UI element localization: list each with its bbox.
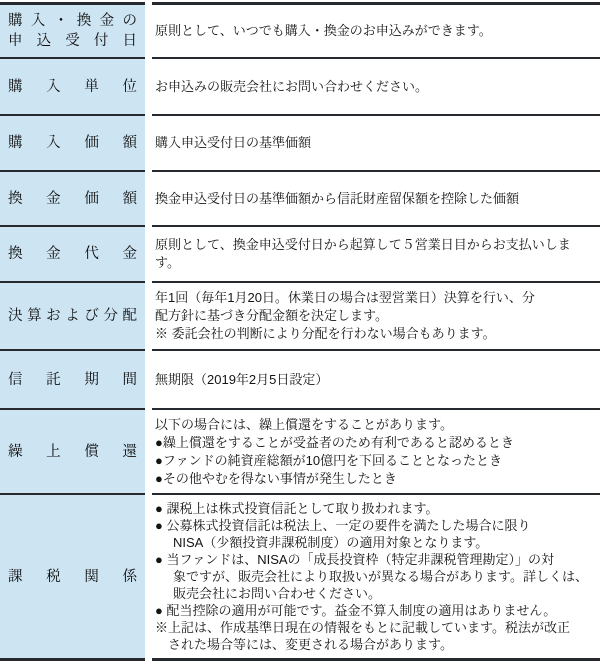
column-gap [145, 493, 152, 661]
content-line: お申込みの販売会社にお問い合わせください。 [155, 78, 429, 94]
row-content [152, 493, 600, 661]
row-content [152, 114, 600, 170]
row-label-text: 決算および分配 [8, 308, 137, 324]
column-gap [145, 408, 152, 493]
row-label [0, 408, 145, 493]
column-gap [145, 57, 152, 114]
content-bullet-line: ● 公募株式投資信託は税法上、一定の要件を満たした場合に限り [155, 518, 531, 533]
row-label-text: 購入価額 [8, 135, 137, 151]
content-bullet-line: ● 課税上は株式投資信託として取り扱われます。 [155, 501, 439, 516]
content-bullet-line: ● 配当控除の適用が可能です。益金不算入制度の適用はありません。 [155, 603, 557, 618]
column-gap [145, 2, 152, 57]
content-continuation-line: 象ですが、販売会社により取扱いが異なる場合があります。詳しくは、 [173, 569, 588, 584]
content-note-line: ※上記は、作成基準日現在の情報をもとに記載しています。税法が改正 [155, 620, 570, 635]
row-content [152, 349, 600, 408]
row-label-text: 換金代金 [8, 246, 137, 262]
content-line: 無期限（2019年2月5日設定） [155, 371, 329, 387]
row-content [152, 170, 600, 225]
row-content [152, 408, 600, 493]
content-line: 原則として、いつでも購入・換金のお申込みができます。 [155, 23, 492, 38]
column-gap [145, 225, 152, 281]
row-label-text: 換金価額 [8, 190, 137, 207]
table-row-purchase-price [0, 114, 600, 170]
row-label [0, 225, 145, 281]
row-content [152, 57, 600, 114]
table-row-redemption-price [0, 170, 600, 225]
row-label-text: 購入単位 [8, 78, 137, 95]
content-line: 換金申込受付日の基準価額から信託財産留保額を控除した価額 [155, 190, 520, 206]
content-line: 以下の場合には、繰上償還をすることがあります。 [155, 416, 453, 432]
row-label [0, 114, 145, 170]
row-label-text: 課税関係 [8, 568, 137, 585]
content-continuation-line: された場合等には、変更される場合があります。 [168, 637, 453, 652]
row-content [152, 2, 600, 57]
table-row-early-redemption [0, 408, 600, 493]
table-row-purchase-unit [0, 57, 600, 114]
row-label [0, 2, 145, 57]
table-row-trust-period [0, 349, 600, 408]
table-row-redemption-proceeds [0, 225, 600, 281]
content-continuation-line: NISA（少額投資非課税制度）の適用対象となります。 [173, 535, 489, 550]
row-label [0, 493, 145, 661]
column-gap [145, 170, 152, 225]
content-continuation-line: 販売会社にお問い合わせください。 [173, 586, 382, 601]
content-bullet-line: ●繰上償還をすることが受益者のため有利であると認めるとき [155, 434, 514, 450]
content-line: 原則として、換金申込受付日から起算して５営業日目からお支払いします。 [155, 237, 571, 270]
table-row-application-date [0, 2, 600, 57]
content-line: 年1回（毎年1月20日。休業日の場合は翌営業日）決算を行い、分 [155, 290, 535, 305]
row-label [0, 57, 145, 114]
row-content [152, 225, 600, 281]
row-content [152, 281, 600, 349]
column-gap [145, 114, 152, 170]
row-label [0, 349, 145, 408]
content-line: 配方針に基づき分配金額を決定します。 [155, 308, 388, 323]
row-label-text: 信託期間 [8, 371, 137, 388]
row-label-text: 繰上償還 [8, 443, 137, 460]
row-label-text: 購入・換金の [8, 13, 137, 29]
row-label-text: 申込受付日 [8, 33, 137, 49]
row-label [0, 281, 145, 349]
column-gap [145, 281, 152, 349]
content-bullet-line: ●ファンドの純資産総額が10億円を下回ることとなったとき [155, 452, 503, 468]
column-gap [145, 349, 152, 408]
row-label [0, 170, 145, 225]
table-row-settlement-distribution [0, 281, 600, 349]
content-note-line: ※ 委託会社の判断により分配を行わない場合もあります。 [155, 326, 496, 341]
content-bullet-line: ●その他やむを得ない事情が発生したとき [155, 470, 397, 486]
table-row-taxation [0, 493, 600, 661]
content-bullet-line: ● 当ファンドは、NISAの「成長投資枠（特定非課税管理勘定）」の対 [155, 552, 555, 567]
content-line: 購入申込受付日の基準価額 [155, 135, 312, 150]
